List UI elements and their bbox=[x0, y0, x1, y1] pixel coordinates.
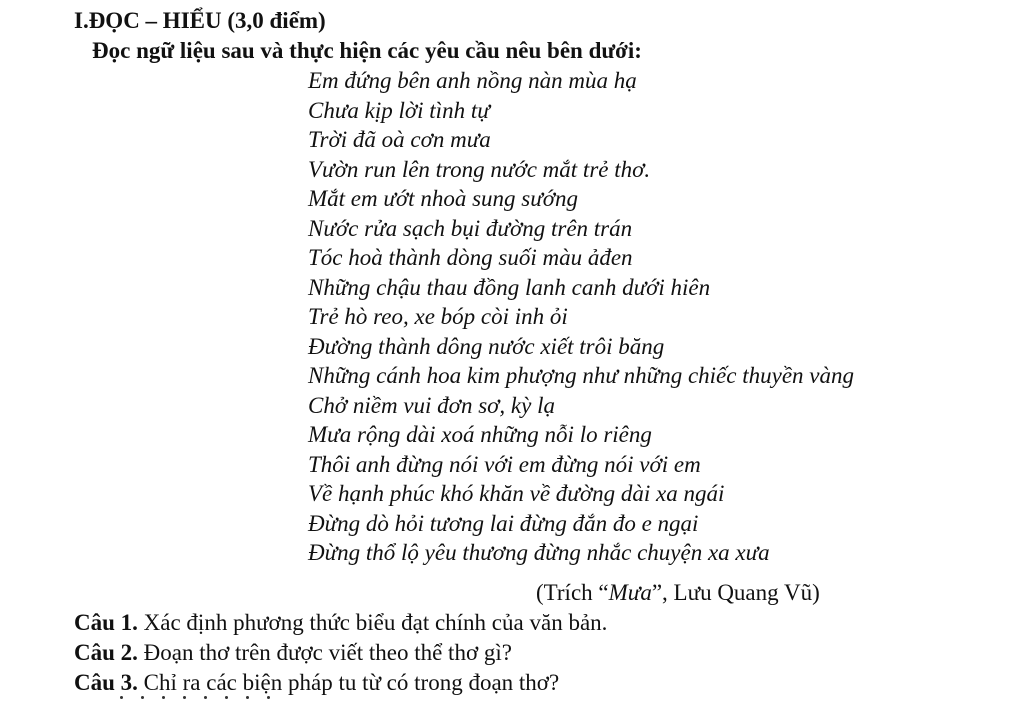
cropped-next-line-remnant bbox=[120, 696, 420, 701]
question-list bbox=[74, 608, 607, 698]
question-item bbox=[74, 668, 607, 698]
poem-line: Về hạnh phúc khó khăn về đường dài xa ngái bbox=[308, 481, 725, 506]
citation-title: Mưa bbox=[608, 580, 652, 605]
question-text: Chỉ ra các biện pháp tu từ có trong đoạn thơ? bbox=[137, 670, 560, 695]
poem-line: Chưa kịp lời tình tự bbox=[308, 97, 490, 123]
poem-line: Tóc hoà thành dòng suối màu ảđen bbox=[308, 245, 633, 270]
poem-line: Đường thành dông nước xiết trôi băng bbox=[308, 333, 665, 359]
instruction-text: Đọc ngữ liệu sau và thực hiện các yêu cầu nêu bên dưới: bbox=[92, 38, 642, 63]
question-item bbox=[74, 608, 607, 638]
poem-line: Em đứng bên anh nồng nàn mùa hạ bbox=[308, 68, 637, 93]
question-label: Câu 1. bbox=[74, 610, 138, 635]
poem-line: Nước rửa sạch bụi đường trên trán bbox=[308, 215, 633, 241]
poem-line: Trẻ hò reo, xe bóp còi inh ỏi bbox=[308, 304, 568, 329]
poem-line: Đừng thổ lộ yêu thương đừng nhắc chuyện xa xưa bbox=[308, 540, 770, 565]
poem-line: Vườn run lên trong nước mắt trẻ thơ. bbox=[308, 156, 651, 182]
poem-line: Mưa rộng dài xoá những nỗi lo riêng bbox=[308, 422, 652, 447]
section-heading: I.ĐỌC – HIỂU (3,0 điểm) bbox=[74, 8, 326, 33]
poem-line: Trời đã oà cơn mưa bbox=[308, 127, 491, 152]
citation-prefix: (Trích “ bbox=[536, 580, 609, 605]
question-text: Đoạn thơ trên được viết theo thể thơ gì? bbox=[137, 640, 512, 665]
poem-line: Đừng dò hỏi tương lai đừng đắn đo e ngại bbox=[308, 510, 699, 536]
poem-line: Những chậu thau đồng lanh canh dưới hiên bbox=[308, 274, 711, 300]
question-label: Câu 2. bbox=[74, 640, 138, 665]
poem-excerpt bbox=[308, 66, 854, 568]
poem-line: Thôi anh đừng nói với em đừng nói với em bbox=[308, 451, 701, 477]
poem-citation bbox=[536, 578, 820, 608]
question-label: Câu 3. bbox=[74, 670, 138, 695]
poem-line: Những cánh hoa kim phượng như những chiếc thuyền vàng bbox=[308, 363, 854, 388]
poem-line: Chở niềm vui đơn sơ, kỳ lạ bbox=[308, 392, 555, 418]
citation-suffix: ”, Lưu Quang Vũ) bbox=[651, 580, 820, 605]
question-text: Xác định phương thức biểu đạt chính của văn bản. bbox=[137, 610, 608, 635]
poem-line: Mắt em ướt nhoà sung sướng bbox=[308, 186, 579, 211]
question-item bbox=[74, 638, 607, 668]
